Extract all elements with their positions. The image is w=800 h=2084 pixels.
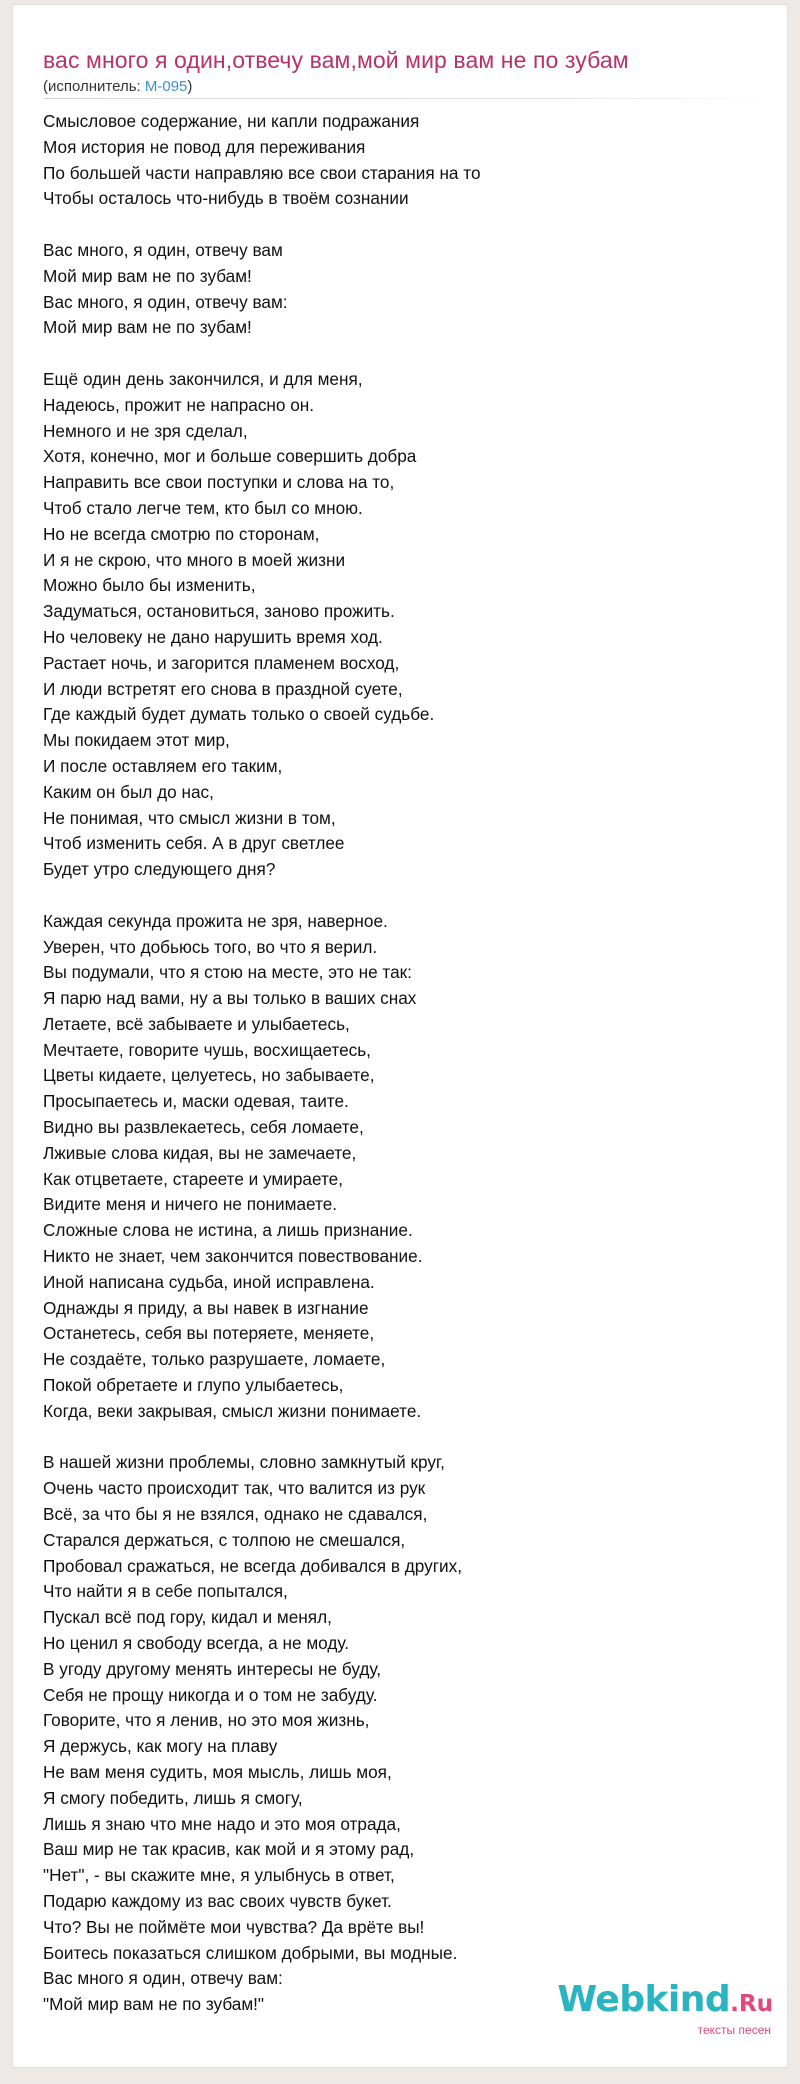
lyric-line: И я не скрою, что много в моей жизни <box>43 549 346 570</box>
lyric-line: Вас много, я один, отвечу вам: <box>43 291 288 312</box>
lyric-line: Вас много я один, отвечу вам: <box>43 1968 283 1989</box>
lyric-line: Где каждый будет думать только о своей судьбе. <box>43 704 435 725</box>
lyric-line: Ваш мир не так красив, как мой и я этому рад, <box>43 1839 415 1860</box>
stanza <box>43 109 773 212</box>
lyric-line: Не создаёте, только разрушаете, ломаете, <box>43 1349 386 1370</box>
lyric-line: В нашей жизни проблемы, словно замкнутый круг, <box>43 1452 445 1473</box>
lyric-line: Всё, за что бы я не взялся, однако не сдавался, <box>43 1504 428 1525</box>
lyric-line: Что? Вы не поймёте мои чувства? Да врёте вы! <box>43 1916 425 1937</box>
lyric-line: Останетесь, себя вы потеряете, меняете, <box>43 1323 375 1344</box>
lyric-line: Вас много, я один, отвечу вам <box>43 239 283 260</box>
lyric-line: "Мой мир вам не по зубам!" <box>43 1994 265 2015</box>
lyric-line: Просыпаетесь и, маски одевая, таите. <box>43 1091 349 1112</box>
lyric-line: Никто не знает, чем закончится повествование. <box>43 1246 423 1267</box>
lyric-line: Будет утро следующего дня? <box>43 859 276 880</box>
song-title: вас много я один,отвечу вам,мой мир вам не по зубам <box>43 47 629 73</box>
lyric-line: Пробовал сражаться, не всегда добивался в других, <box>43 1555 462 1576</box>
lyric-line: Можно было бы изменить, <box>43 575 256 596</box>
lyric-line: Лишь я знаю что мне надо и это моя отрада, <box>43 1813 401 1834</box>
lyric-line: В угоду другому менять интересы не буду, <box>43 1658 382 1679</box>
lyric-line: И после оставляем его таким, <box>43 755 283 776</box>
performer-line <box>43 78 192 95</box>
lyric-line: Себя не прощу никогда и о том не забуду. <box>43 1684 378 1705</box>
lyric-line: Немного и не зря сделал, <box>43 420 248 441</box>
logo-wordmark <box>557 1981 773 2023</box>
lyric-line: Моя история не повод для переживания <box>43 136 366 157</box>
lyric-line: Как отцветаете, стареете и умираете, <box>43 1168 343 1189</box>
lyric-line: "Нет", - вы скажите мне, я улыбнусь в ответ, <box>43 1865 395 1886</box>
lyric-line: Очень часто происходит так, что валится из рук <box>43 1478 426 1499</box>
lyric-line: Не понимая, что смысл жизни в том, <box>43 807 336 828</box>
lyric-line: Подарю каждому из вас своих чувств букет. <box>43 1890 392 1911</box>
stanza <box>43 909 773 1425</box>
lyric-line: Чтобы осталось что-нибудь в твоём сознании <box>43 188 409 209</box>
lyric-line: Каким он был до нас, <box>43 781 214 802</box>
lyric-line: Задуматься, остановиться, заново прожить. <box>43 601 395 622</box>
lyric-line: Говорите, что я ленив, но это моя жизнь, <box>43 1710 370 1731</box>
lyric-line: Хотя, конечно, мог и больше совершить добра <box>43 446 417 467</box>
lyric-line: Но не всегда смотрю по сторонам, <box>43 523 320 544</box>
lyric-line: Пускал всё под гору, кидал и менял, <box>43 1607 332 1628</box>
lyric-line: Видно вы развлекаетесь, себя ломаете, <box>43 1117 364 1138</box>
lyric-line: Что найти я в себе попытался, <box>43 1581 288 1602</box>
performer-suffix: ) <box>187 78 193 95</box>
lyric-line: Летаете, всё забываете и улыбаетесь, <box>43 1013 350 1034</box>
lyric-line: Смысловое содержание, ни капли подражания <box>43 111 420 131</box>
lyrics-text <box>43 109 773 2018</box>
lyric-line: Ещё один день закончился, и для меня, <box>43 368 363 389</box>
lyric-line: Я парю над вами, ну а вы только в ваших снах <box>43 988 417 1009</box>
lyric-line: Но человеку не дано нарушить время ход. <box>43 626 383 647</box>
lyric-line: Старался держаться, с толпою не смешался, <box>43 1529 406 1550</box>
lyric-line: Чтоб изменить себя. А в друг светлее <box>43 833 345 854</box>
logo-name: Webkind <box>557 1979 731 2020</box>
lyric-line: Я держусь, как могу на плаву <box>43 1736 278 1757</box>
logo-tld: .Ru <box>730 1991 773 2017</box>
lyrics-page <box>12 4 788 2068</box>
lyric-line: Мой мир вам не по зубам! <box>43 265 252 286</box>
lyric-line: И люди встретят его снова в праздной суете, <box>43 678 403 699</box>
stanza <box>43 367 773 883</box>
lyric-line: Растает ночь, и загорится пламенем восход, <box>43 652 400 673</box>
lyric-line: Уверен, что добьюсь того, во что я верил. <box>43 936 378 957</box>
lyric-line: Надеюсь, прожит не напрасно он. <box>43 394 315 415</box>
lyric-line: По большей части направляю все свои старания на то <box>43 162 481 183</box>
stanza <box>43 1450 773 2018</box>
lyric-line: Видите меня и ничего не понимаете. <box>43 1194 338 1215</box>
lyric-line: Цветы кидаете, целуетесь, но забываете, <box>43 1065 375 1086</box>
performer-prefix: (исполнитель: <box>43 78 145 95</box>
lyric-line: Лживые слова кидая, вы не замечаете, <box>43 1142 357 1163</box>
performer-link[interactable]: М-095 <box>144 78 188 95</box>
lyric-line: Я смогу победить, лишь я смогу, <box>43 1787 303 1808</box>
site-logo[interactable] <box>557 1981 773 2037</box>
lyric-line: Боитесь показаться слишком добрыми, вы модные. <box>43 1942 458 1963</box>
lyric-line: Мечтаете, говорите чушь, восхищаетесь, <box>43 1039 371 1060</box>
lyric-line: Но ценил я свободу всегда, а не моду. <box>43 1633 350 1654</box>
lyric-line: Однажды я приду, а вы навек в изгнание <box>43 1297 369 1318</box>
lyric-line: Сложные слова не истина, а лишь признание. <box>43 1220 413 1241</box>
lyric-line: Чтоб стало легче тем, кто был со мною. <box>43 497 363 518</box>
lyric-line: Покой обретаете и глупо улыбаетесь, <box>43 1375 344 1396</box>
lyric-line: Каждая секунда прожита не зря, наверное. <box>43 910 388 931</box>
lyric-line: Не вам меня судить, моя мысль, лишь моя, <box>43 1762 392 1782</box>
lyric-line: Направить все свои поступки и слова на то, <box>43 472 395 493</box>
lyric-line: Иной написана судьба, иной исправлена. <box>43 1271 375 1292</box>
logo-tagline: тексты песен <box>697 2023 771 2037</box>
lyric-line: Мы покидаем этот мир, <box>43 730 230 751</box>
lyric-line: Мой мир вам не по зубам! <box>43 317 252 338</box>
header-divider <box>43 98 773 99</box>
lyric-line: Когда, веки закрывая, смысл жизни понимаете. <box>43 1400 422 1421</box>
lyric-line: Вы подумали, что я стою на месте, это не так: <box>43 962 412 983</box>
stanza <box>43 238 773 341</box>
